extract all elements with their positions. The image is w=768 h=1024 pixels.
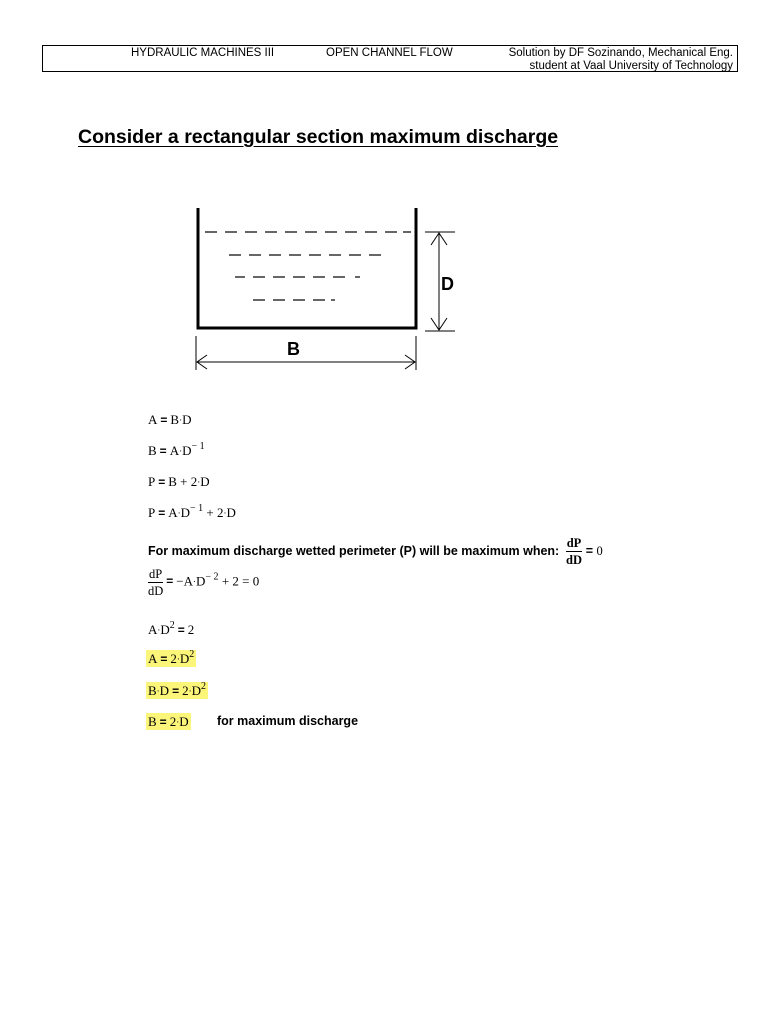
rectangular-channel-diagram bbox=[185, 200, 475, 380]
equation-bd-result: $B\cdot D = 2\cdot D^2$ bbox=[148, 681, 206, 698]
water-surface-dashes bbox=[205, 232, 411, 300]
equation-perimeter: P = B + 2·D bbox=[148, 474, 210, 489]
equation-perimeter-substituted: $P = A\cdot D^{- 1} + 2\cdot D$ bbox=[148, 503, 236, 520]
header-author bbox=[509, 47, 733, 73]
depth-label: D bbox=[441, 274, 454, 294]
equation-area: A = B·D bbox=[148, 412, 192, 427]
width-dimension bbox=[196, 336, 416, 370]
condition-derivative: $\frac{dP}{dD}$ bbox=[566, 536, 582, 567]
final-condition-text: for maximum discharge bbox=[217, 714, 359, 728]
channel-walls bbox=[198, 208, 416, 328]
equation-area-result: $A = 2\cdot D^2$ bbox=[148, 649, 195, 666]
header-topic: OPEN CHANNEL FLOW bbox=[326, 47, 453, 59]
equation-final-result: B = 2·D bbox=[148, 714, 189, 729]
width-label: B bbox=[287, 339, 300, 359]
equation-area-depth: $A\cdot D^2 = 2$ bbox=[148, 620, 195, 637]
header-author-line2: student at Vaal University of Technology bbox=[529, 60, 733, 72]
page-title: Consider a rectangular section maximum discharge bbox=[78, 126, 559, 148]
page-header bbox=[42, 45, 738, 72]
header-course: HYDRAULIC MACHINES III bbox=[131, 47, 275, 59]
equation-derivative: $\frac{dP}{dD}$ = $-A\cdot D^{- 2} + 2 = 0$ bbox=[148, 567, 260, 598]
equation-width: $B = A\cdot D^{- 1}$ bbox=[148, 441, 205, 458]
max-discharge-condition: For maximum discharge wetted perimeter (P) will be maximum when: $\frac{dP}{dD}$ = 0 bbox=[148, 536, 603, 567]
header-author-line1: Solution by DF Sozinando, Mechanical Eng. bbox=[508, 47, 733, 59]
